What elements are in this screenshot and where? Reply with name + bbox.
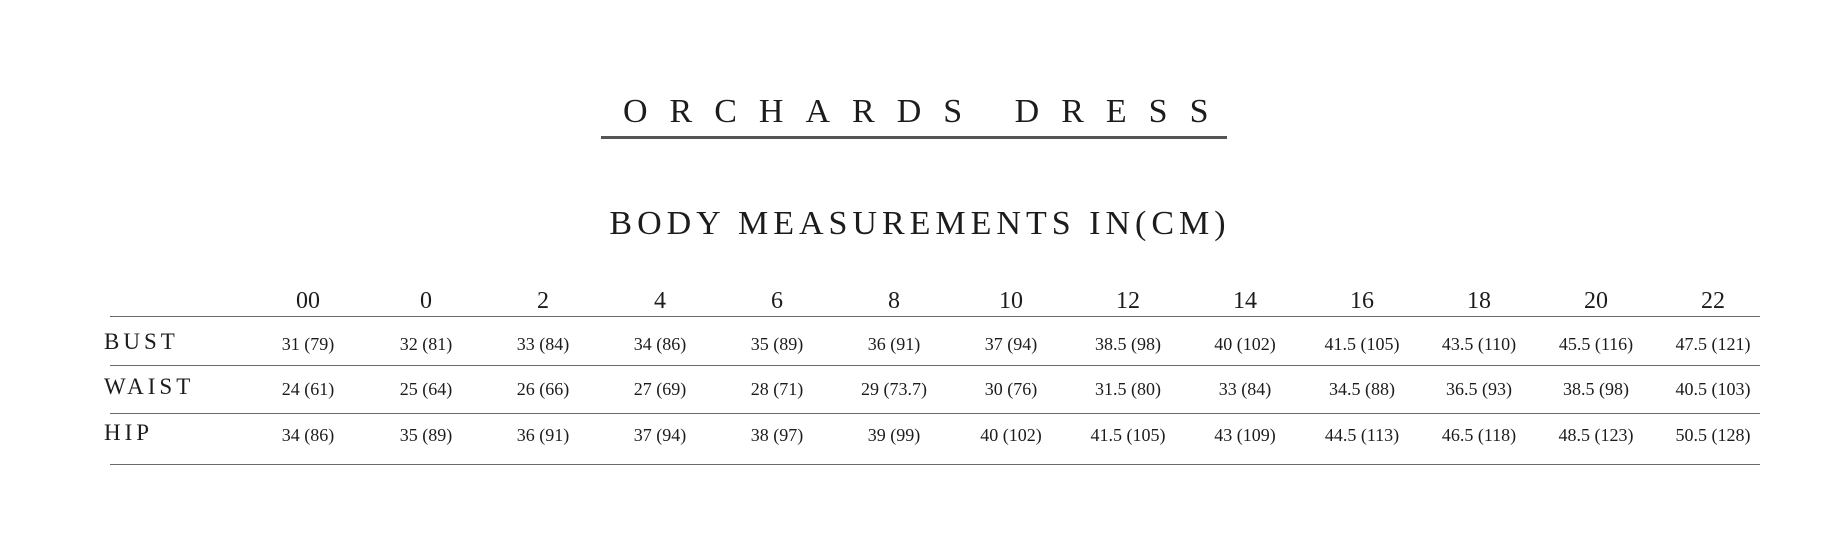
- size-header-20: 20: [1584, 288, 1608, 314]
- row-label-waist: WAIST: [104, 374, 195, 399]
- cell-hip-22: 50.5 (128): [1675, 425, 1751, 445]
- size-header-16: 16: [1350, 288, 1374, 314]
- row-divider: [110, 365, 1760, 366]
- cell-hip-18: 46.5 (118): [1441, 425, 1517, 445]
- row-divider: [110, 316, 1760, 317]
- cell-bust-18: 43.5 (110): [1441, 334, 1517, 354]
- cell-bust-2: 33 (84): [516, 334, 570, 354]
- size-header-14: 14: [1233, 288, 1257, 314]
- cell-waist-16: 34.5 (88): [1329, 379, 1395, 399]
- row-divider: [110, 464, 1760, 465]
- row-label-hip: HIP: [104, 420, 154, 445]
- size-header-10: 10: [999, 288, 1023, 314]
- size-header-22: 22: [1701, 288, 1725, 314]
- size-header-00: 00: [296, 288, 320, 314]
- cell-hip-6: 38 (97): [750, 425, 804, 445]
- cell-bust-6: 35 (89): [750, 334, 804, 354]
- cell-hip-20: 48.5 (123): [1558, 425, 1634, 445]
- cell-waist-18: 36.5 (93): [1446, 379, 1512, 399]
- table-subtitle: BODY MEASUREMENTS IN(CM): [609, 205, 1231, 242]
- cell-waist-10: 30 (76): [984, 379, 1038, 399]
- size-header-12: 12: [1116, 288, 1140, 314]
- cell-bust-20: 45.5 (116): [1558, 334, 1634, 354]
- page-title: ORCHARDS DRESS: [623, 93, 1231, 130]
- cell-hip-14: 43 (109): [1214, 425, 1276, 445]
- cell-bust-10: 37 (94): [984, 334, 1038, 354]
- cell-hip-8: 39 (99): [867, 425, 921, 445]
- cell-bust-0: 32 (81): [399, 334, 453, 354]
- cell-hip-00: 34 (86): [281, 425, 335, 445]
- cell-hip-2: 36 (91): [516, 425, 570, 445]
- size-header-6: 6: [771, 288, 783, 314]
- cell-bust-8: 36 (91): [867, 334, 921, 354]
- cell-bust-4: 34 (86): [633, 334, 687, 354]
- cell-waist-20: 38.5 (98): [1563, 379, 1629, 399]
- cell-hip-0: 35 (89): [399, 425, 453, 445]
- cell-waist-2: 26 (66): [516, 379, 570, 399]
- cell-waist-14: 33 (84): [1218, 379, 1272, 399]
- row-divider: [110, 413, 1760, 414]
- cell-bust-16: 41.5 (105): [1324, 334, 1400, 354]
- cell-waist-4: 27 (69): [633, 379, 687, 399]
- cell-hip-10: 40 (102): [980, 425, 1042, 445]
- size-header-18: 18: [1467, 288, 1491, 314]
- cell-bust-12: 38.5 (98): [1095, 334, 1161, 354]
- cell-waist-0: 25 (64): [399, 379, 453, 399]
- size-header-8: 8: [888, 288, 900, 314]
- size-header-2: 2: [537, 288, 549, 314]
- cell-waist-22: 40.5 (103): [1675, 379, 1751, 399]
- cell-waist-8: 29 (73.7): [861, 379, 927, 399]
- cell-waist-00: 24 (61): [281, 379, 335, 399]
- cell-bust-14: 40 (102): [1214, 334, 1276, 354]
- cell-bust-00: 31 (79): [281, 334, 335, 354]
- size-header-4: 4: [654, 288, 666, 314]
- size-header-0: 0: [420, 288, 432, 314]
- cell-hip-16: 44.5 (113): [1324, 425, 1400, 445]
- cell-hip-4: 37 (94): [633, 425, 687, 445]
- row-label-bust: BUST: [104, 329, 179, 354]
- cell-waist-6: 28 (71): [750, 379, 804, 399]
- cell-waist-12: 31.5 (80): [1095, 379, 1161, 399]
- cell-hip-12: 41.5 (105): [1090, 425, 1166, 445]
- cell-bust-22: 47.5 (121): [1675, 334, 1751, 354]
